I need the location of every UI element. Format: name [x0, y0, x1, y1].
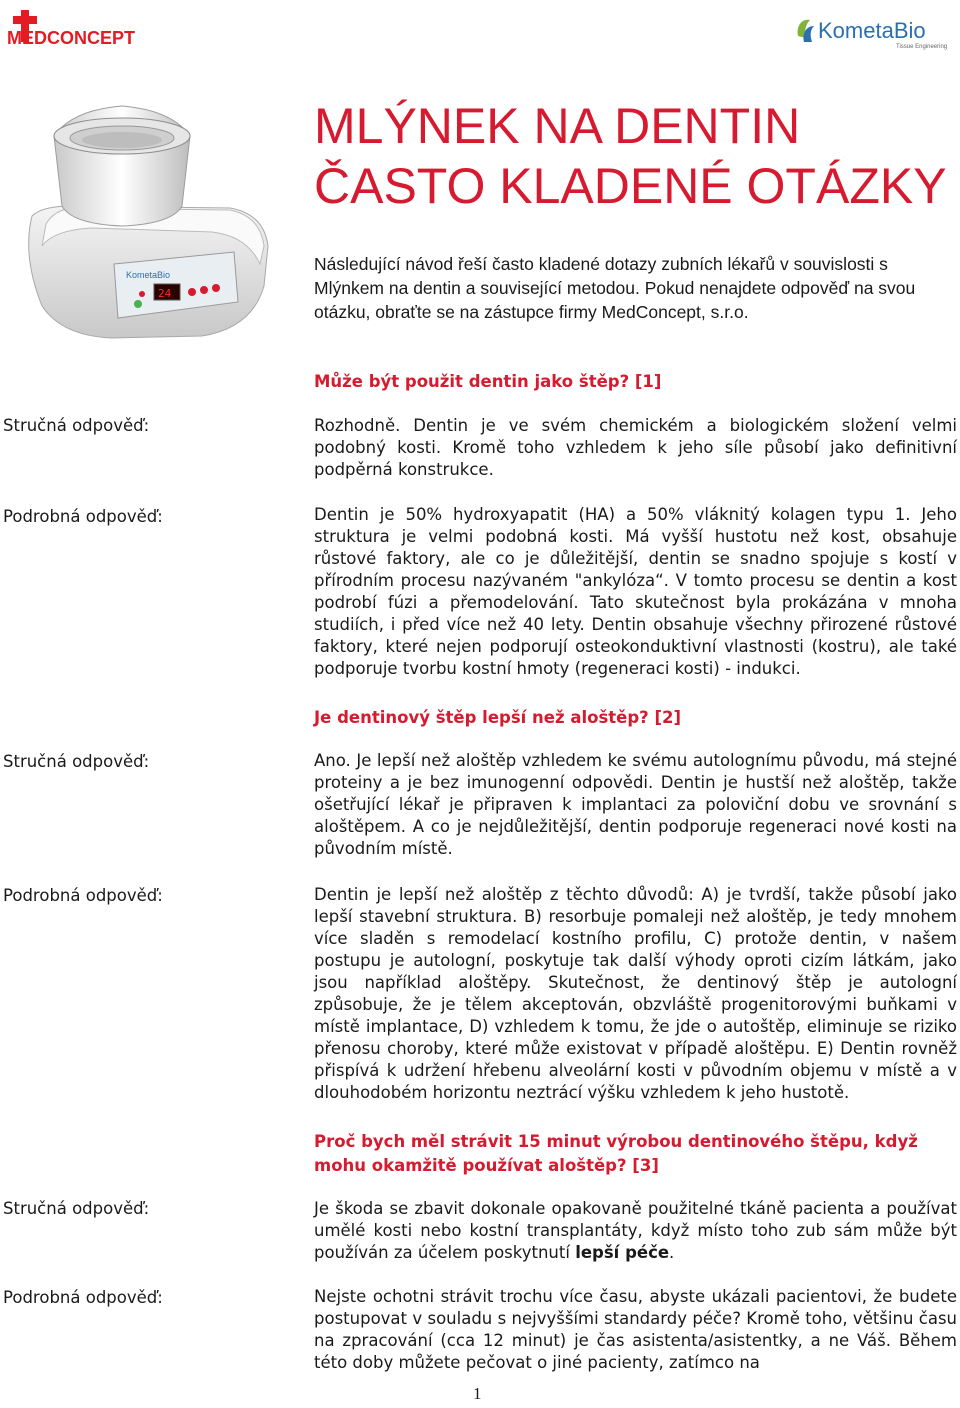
short-answer-3-emphasis: lepší péče	[575, 1243, 670, 1262]
page-title	[314, 96, 947, 216]
short-answer-label-2: Stručná odpověď:	[3, 752, 150, 771]
svg-text:MEDCONCEPT: MEDCONCEPT	[7, 28, 136, 48]
short-answer-label-3: Stručná odpověď:	[3, 1199, 150, 1218]
question-2: Je dentinový štěp lepší než aloštěp? [2]	[314, 708, 682, 727]
short-answer-3-text: Je škoda se zbavit dokonale opakovaně použitelné tkáně pacienta a používat umělé kosti nebo kostní transplantáty, když místo toho zub sám může být používán za účelem poskytnutí	[314, 1199, 957, 1262]
svg-text:KometaBio: KometaBio	[818, 18, 926, 43]
short-answer-3-end: .	[669, 1243, 675, 1262]
page-number: 1	[473, 1384, 482, 1403]
long-answer-label-2: Podrobná odpověď:	[3, 886, 163, 905]
short-answer-2: Ano. Je lepší než aloštěp vzhledem ke svému autolognímu původu, má stejné proteiny a je bez imunogenní odpovědi. Dentin je hustší než aloštěp, takže ošetřující lékař je připraven k implantaci za poloviční dobu ve srovnání s aloštěpem. A co je nejdůležitější, dentin podporuje regeneraci nové kosti na původním místě.	[314, 751, 957, 858]
question-1: Může být použit dentin jako štěp? [1]	[314, 372, 662, 391]
long-answer-label-1: Podrobná odpověď:	[3, 507, 163, 526]
long-answer-3: Nejste ochotni strávit trochu více času, abyste ukázali pacientovi, že budete postupovat v souladu s nejvyššími standardy péče? Kromě toho, většinu času na zpracování (cca 12 minut) je čas asistenta/asistentky, a ne Váš. Během této doby můžete pečovat o jiné pacienty, zatímco na	[314, 1287, 957, 1372]
medconcept-logo	[5, 8, 180, 52]
long-answer-1: Dentin je 50% hydroxyapatit (HA) a 50% vláknitý kolagen typu 1. Jeho struktura je velmi podobná kosti. Má vyšší hustotu než kost, obsahuje růstové faktory, ale co je důležitější, dentin se snadno spojuje s kostí v přírodním procesu nazývaném "ankylóza“. V tomto procesu se dentin a kost podrobí fúzi a přemodelování. Tato skutečnost byla prokázána v mnoha studiích, i před více než 40 lety. Dentin obsahuje všechny přirozené růstové faktory, které nejen podporují osteokonduktivní vlastnosti (kostru), ale také podporuje tvorbu kostní hmoty (regeneraci kosti) - indukci.	[314, 505, 957, 678]
title-line-1: MLÝNEK NA DENTIN	[314, 98, 801, 154]
kometabio-logo	[792, 12, 952, 50]
title-line-2: ČASTO KLADENÉ OTÁZKY	[314, 158, 947, 214]
short-answer-1: Rozhodně. Dentin je ve svém chemickém a biologickém složení velmi podobný kosti. Kromě toho vzhledem k jeho síle působí jako definitivní podpěrná konstrukce.	[314, 416, 957, 479]
svg-text:Tissue Engineering: Tissue Engineering	[896, 44, 948, 50]
short-answer-3	[314, 1198, 957, 1264]
dentin-grinder-image	[2, 96, 274, 346]
intro-paragraph: Následující návod řeší často kladené dotazy zubních lékařů v souvislosti s Mlýnkem na dentin a související metodou. Pokud nenajdete odpověď na svou otázku, obraťte se na zástupce firmy MedConcept, s.r.o.	[314, 254, 916, 322]
short-answer-label-1: Stručná odpověď:	[3, 416, 150, 435]
long-answer-label-3: Podrobná odpověď:	[3, 1288, 163, 1307]
long-answer-2: Dentin je lepší než aloštěp z těchto důvodů: A) je tvrdší, takže působí jako lepší stavební struktura. B) resorbuje pomaleji než aloštěp, je tedy mnohem více sladěn s remodelací kostního profilu, C) protože dentin, v našem postupu je autologní, poskytuje tak další výhody oproti cizím látkám, jako jsou například aloštěpy. Skutečnost, že dentinový štěp je autologní způsobuje, že je tělem akceptován, obzvláště progenitorovými buňkami v místě implantace, D) vzhledem k tomu, že jde o autoštěp, eliminuje se riziko přenosu choroby, které může existovat v případě aloštěpu. E) Dentin rovněž přispívá k udržení hřebenu alveolární kosti v původním objemu v místě a v dlouhodobém horizontu neztrácí výšku vzhledem k jeho hustotě.	[314, 885, 957, 1102]
question-3: Proč bych měl strávit 15 minut výrobou dentinového štěpu, když mohu okamžitě používat aloštěp? [3]	[314, 1132, 918, 1175]
svg-text:24: 24	[158, 287, 172, 300]
svg-text:KometaBio: KometaBio	[126, 270, 171, 280]
